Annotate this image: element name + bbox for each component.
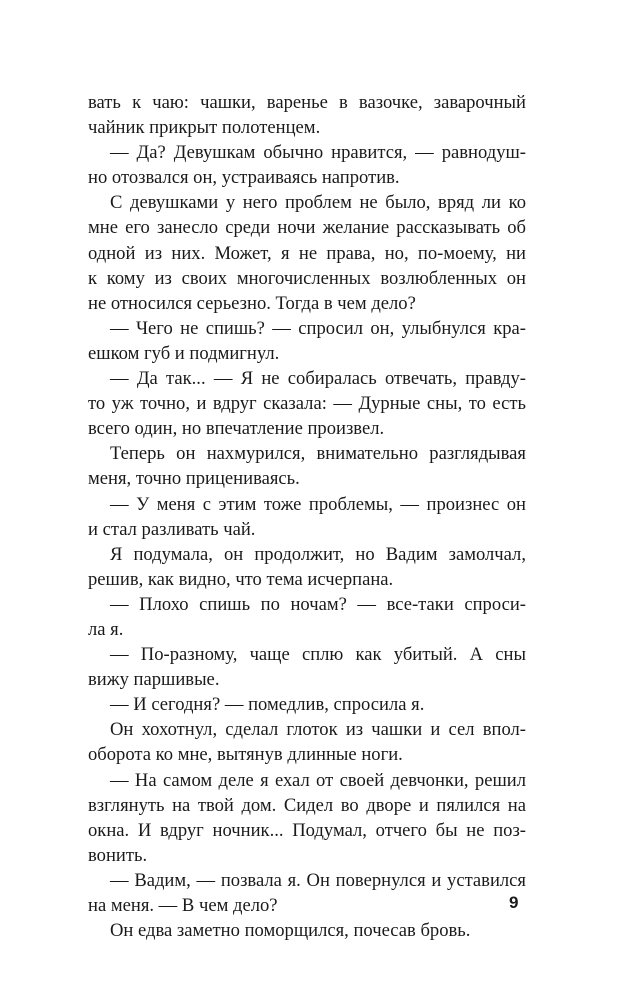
text-line: вижу паршивые. [88, 669, 220, 691]
text-line: вонить. [88, 844, 148, 866]
text-line: то уж точно, и вдруг сказала: — Дурные сны, то есть [88, 393, 526, 415]
text-line: и стал разливать чай. [88, 518, 256, 540]
text-line: на меня. — В чем дело? [88, 895, 278, 916]
text-line: одной из них. Может, я не права, но, по-моему, ни [88, 242, 526, 264]
text-line: ешком губ и подмигнул. [88, 342, 280, 364]
text-line: но отозвался он, устраиваясь напротив. [88, 167, 400, 189]
text-line: Теперь он нахмурился, внимательно разглядывая [110, 443, 526, 465]
text-line: — Вадим, — позвала я. Он повернулся и уставился [110, 869, 526, 891]
text-line: Я подумала, он продолжит, но Вадим замолчал, [110, 543, 526, 565]
text-line: — И сегодня? — помедлив, спросила я. [110, 694, 425, 716]
text-line: вать к чаю: чашки, варенье в вазочке, заварочный [88, 92, 526, 113]
text-line: — На самом деле я ехал от своей девчонки, решил [110, 769, 526, 791]
text-line: к кому из своих многочисленных возлюбленных он [88, 267, 526, 289]
body-text [88, 90, 526, 943]
text-line: решив, как видно, что тема исчерпана. [88, 568, 394, 590]
text-line: — Да так... — Я не собиралась отвечать, правду- [110, 368, 526, 390]
text-line: меня, точно прицениваясь. [88, 468, 300, 490]
text-line: взглянуть на твой дом. Сидел во дворе и пялился на [88, 794, 526, 816]
text-line: не относился серьезно. Тогда в чем дело? [88, 292, 416, 314]
text-line: — Чего не спишь? — спросил он, улыбнулся кра- [110, 317, 526, 339]
page-number: 9 [509, 893, 519, 912]
text-line: С девушками у него проблем не было, вряд ли ко [110, 192, 526, 214]
text-line: мне его занесло среди ночи желание рассказывать об [88, 217, 526, 239]
text-line: — По-разному, чаще сплю как убитый. А сны [110, 644, 526, 666]
text-line: Он едва заметно поморщился, почесав бровь. [110, 920, 471, 942]
text-line: оборота ко мне, вытянув длинные ноги. [88, 744, 403, 766]
text-line: ла я. [88, 618, 124, 640]
text-line: Он хохотнул, сделал глоток из чашки и сел впол- [110, 719, 526, 741]
text-line: — Да? Девушкам обычно нравится, — равнодуш- [110, 142, 526, 164]
text-line: чайник прикрыт полотенцем. [88, 117, 321, 139]
text-line: — У меня с этим тоже проблемы, — произнес он [110, 493, 526, 515]
text-line: всего один, но впечатление произвел. [88, 418, 385, 440]
text-line: окна. И вдруг ночник... Подумал, отчего бы не поз- [88, 819, 526, 841]
text-line: — Плохо спишь по ночам? — все-таки спроси- [110, 593, 526, 615]
